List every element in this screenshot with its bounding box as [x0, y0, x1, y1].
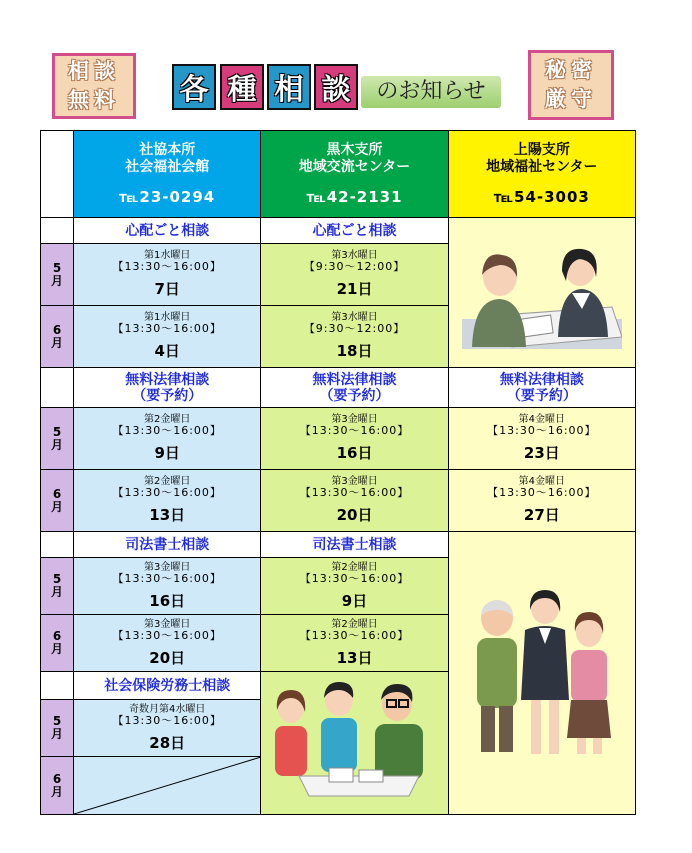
- office-tel: ℡23-0294: [119, 188, 216, 206]
- office-header-kurogi: [261, 131, 448, 218]
- category-label: 無料法律相談 （要予約）: [448, 368, 635, 408]
- month-label-may: 5 月: [41, 558, 74, 615]
- month-label-may: 5 月: [41, 244, 74, 306]
- category-label: 無料法律相談 （要予約）: [261, 368, 448, 408]
- category-label: 司法書士相談: [74, 532, 261, 558]
- badge-line: 厳守: [545, 87, 597, 111]
- schedule-cell: 第2金曜日 【13:30～16:00】 13日: [261, 615, 448, 672]
- schedule-cell: 第4金曜日 【13:30～16:00】 27日: [448, 470, 635, 532]
- empty-schedule-cell: [74, 757, 261, 815]
- illustration-counseling: [448, 218, 635, 368]
- office-header-joyo: [448, 131, 635, 218]
- office-name: 黒木支所: [326, 142, 383, 158]
- office-name: 上陽支所: [513, 142, 570, 158]
- office-facility: 地域福祉センター: [486, 159, 598, 175]
- office-header-honsho: [74, 131, 261, 218]
- month-label-june: 6 月: [41, 306, 74, 368]
- title-char: 談: [314, 64, 358, 110]
- schedule-cell: 第3金曜日 【13:30～16:00】 16日: [74, 558, 261, 615]
- schedule-cell: 第1水曜日 【13:30～16:00】 7日: [74, 244, 261, 306]
- office-facility: 社会福祉会館: [125, 159, 210, 175]
- title-char: 相: [267, 64, 311, 110]
- office-tel: ℡54-3003: [493, 188, 590, 206]
- family-illustration: [467, 588, 617, 758]
- schedule-cell: 第2金曜日 【13:30～16:00】 13日: [74, 470, 261, 532]
- title-char: 各: [172, 64, 216, 110]
- category-label: 社会保険労務士相談: [74, 672, 261, 700]
- schedule-cell: 第2金曜日 【13:30～16:00】 9日: [74, 408, 261, 470]
- illustration-meeting: [261, 672, 448, 815]
- month-label-june: 6 月: [41, 615, 74, 672]
- schedule-cell: 第1水曜日 【13:30～16:00】 4日: [74, 306, 261, 368]
- schedule-table: [40, 130, 636, 815]
- office-name: 社協本所: [139, 142, 196, 158]
- free-consultation-badge: [52, 53, 136, 119]
- month-label-june: 6 月: [41, 757, 74, 815]
- office-facility: 地域交流センター: [298, 159, 411, 175]
- schedule-cell: 第3水曜日 【9:30～12:00】 21日: [261, 244, 448, 306]
- category-label: 無料法律相談 （要予約）: [74, 368, 261, 408]
- badge-line: 相談: [68, 59, 120, 83]
- counseling-illustration: [462, 237, 622, 349]
- category-label: 司法書士相談: [261, 532, 448, 558]
- schedule-cell: 第2金曜日 【13:30～16:00】 9日: [261, 558, 448, 615]
- schedule-cell: 第3金曜日 【13:30～16:00】 20日: [74, 615, 261, 672]
- month-label-may: 5 月: [41, 700, 74, 757]
- schedule-cell: 第3金曜日 【13:30～16:00】 16日: [261, 408, 448, 470]
- confidential-badge: [528, 50, 614, 120]
- schedule-cell: 奇数月第4水曜日 【13:30～16:00】 28日: [74, 700, 261, 757]
- month-label-june: 6 月: [41, 470, 74, 532]
- month-label-may: 5 月: [41, 408, 74, 470]
- schedule-cell: 第3金曜日 【13:30～16:00】 20日: [261, 470, 448, 532]
- category-label: 心配ごと相談: [74, 218, 261, 244]
- badge-line: 無料: [68, 88, 120, 112]
- corner-cell: [41, 131, 74, 218]
- category-label: 心配ごと相談: [261, 218, 448, 244]
- illustration-family: [448, 532, 635, 815]
- schedule-cell: 第3水曜日 【9:30～12:00】 18日: [261, 306, 448, 368]
- page-subtitle: のお知らせ: [361, 76, 501, 108]
- meeting-illustration: [269, 678, 441, 808]
- diagonal-line: [74, 757, 261, 814]
- schedule-cell: 第4金曜日 【13:30～16:00】 23日: [448, 408, 635, 470]
- badge-line: 秘密: [545, 58, 597, 82]
- office-tel: ℡42-2131: [306, 188, 403, 206]
- title-char: 種: [220, 64, 264, 110]
